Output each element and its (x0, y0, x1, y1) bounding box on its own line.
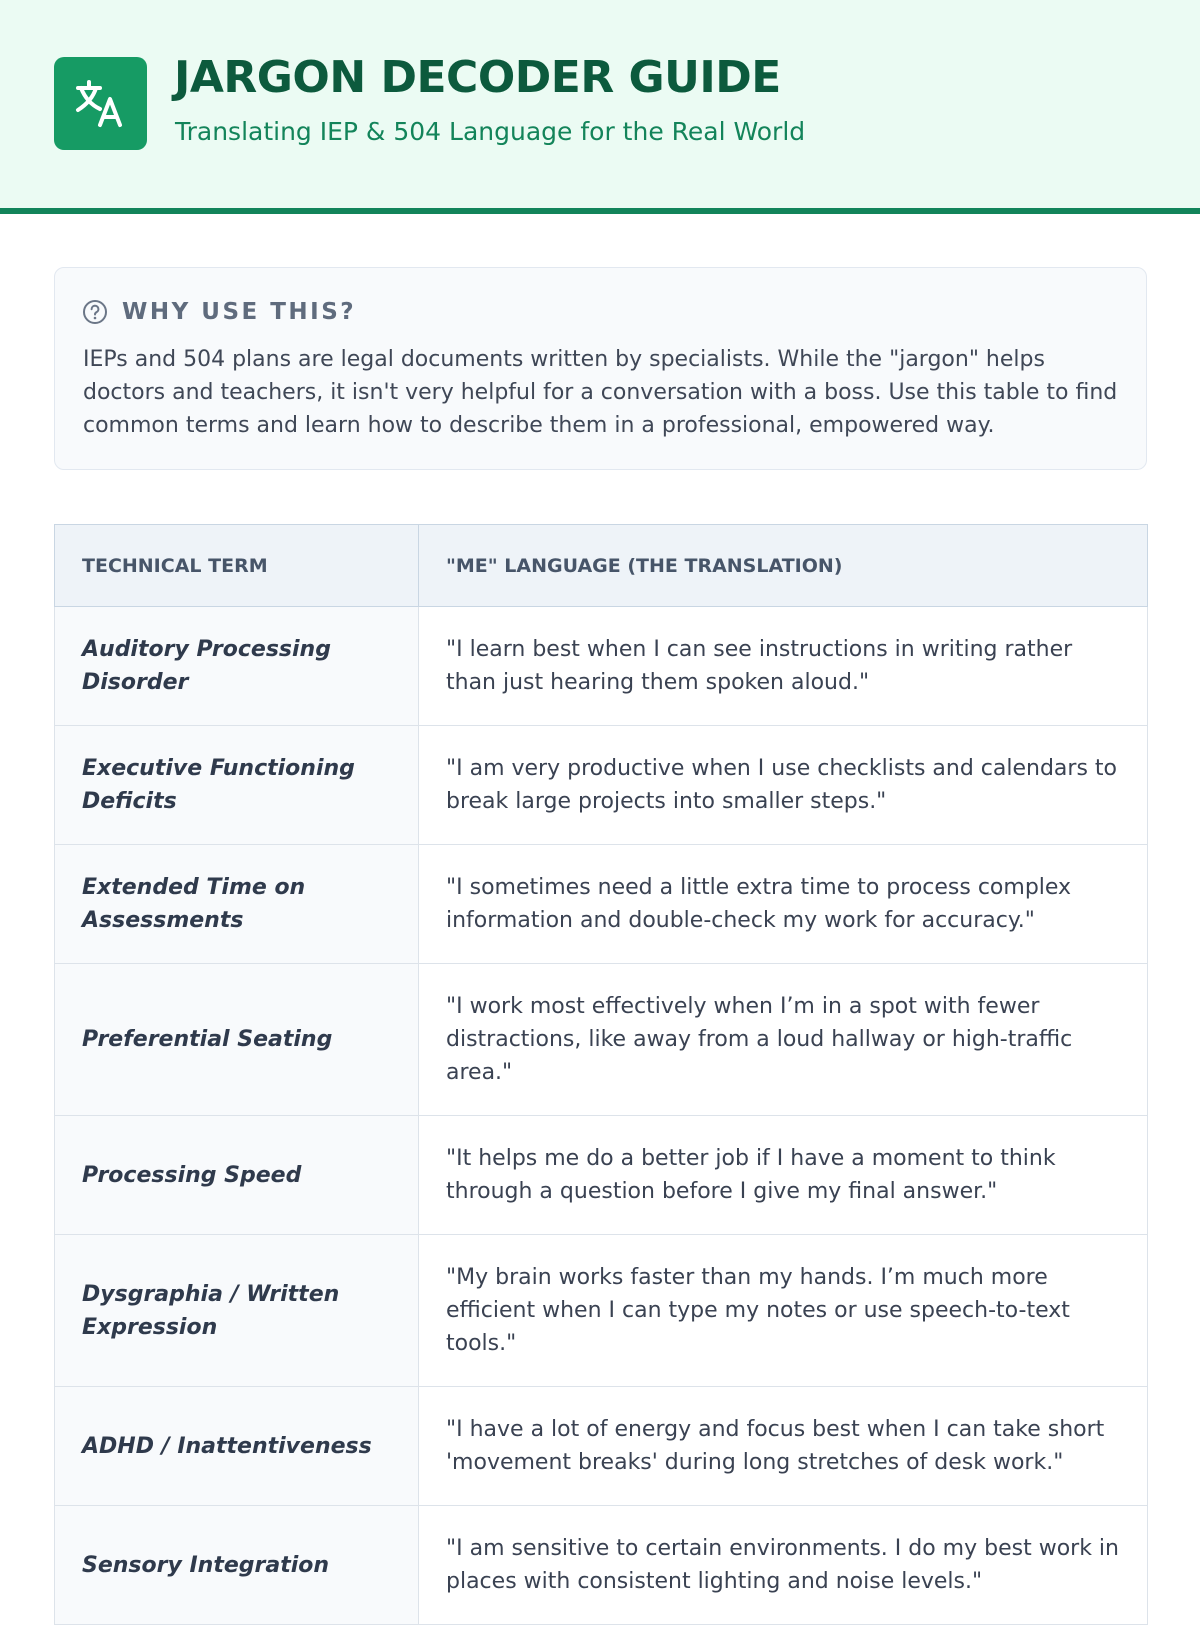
me-language-translation: "I am very productive when I use checklists and calendars to break large projects into smaller steps." (419, 726, 1148, 845)
technical-term: Auditory Processing Disorder (55, 607, 419, 726)
why-heading-row (82, 298, 356, 326)
me-language-translation: "I sometimes need a little extra time to process complex information and double-check my work for accuracy." (419, 845, 1148, 964)
technical-term: Extended Time on Assessments (55, 845, 419, 964)
me-language-translation: "My brain works faster than my hands. I’m much more efficient when I can type my notes or use speech-to-text tools." (419, 1235, 1148, 1387)
why-heading: WHY USE THIS? (122, 299, 357, 325)
table-row (55, 607, 1148, 726)
technical-term: Sensory Integration (55, 1506, 419, 1625)
me-language-translation: "I learn best when I can see instructions in writing rather than just hearing them spoken aloud." (419, 607, 1148, 726)
table-row (55, 1506, 1148, 1625)
jargon-table (54, 524, 1148, 1625)
table-row (55, 964, 1148, 1116)
translate-icon (54, 57, 147, 150)
column-header-translation: "ME" LANGUAGE (THE TRANSLATION) (419, 525, 1148, 607)
table-row (55, 726, 1148, 845)
header (0, 0, 1200, 214)
technical-term: Processing Speed (55, 1116, 419, 1235)
me-language-translation: "It helps me do a better job if I have a moment to think through a question before I give my final answer." (419, 1116, 1148, 1235)
technical-term: ADHD / Inattentiveness (55, 1387, 419, 1506)
technical-term: Preferential Seating (55, 964, 419, 1116)
page-title: JARGON DECODER GUIDE (174, 52, 781, 103)
me-language-translation: "I work most effectively when I’m in a spot with fewer distractions, like away from a loud hallway or high-traffic area." (419, 964, 1148, 1116)
table-row (55, 1387, 1148, 1506)
table-row (55, 1235, 1148, 1387)
me-language-translation: "I am sensitive to certain environments. I do my best work in places with consistent lighting and noise levels." (419, 1506, 1148, 1625)
me-language-translation: "I have a lot of energy and focus best when I can take short 'movement breaks' during long stretches of desk work." (419, 1387, 1148, 1506)
question-circle-icon (82, 299, 108, 325)
column-header-term: TECHNICAL TERM (55, 525, 419, 607)
technical-term: Executive Functioning Deficits (55, 726, 419, 845)
technical-term: Dysgraphia / Written Expression (55, 1235, 419, 1387)
page-subtitle: Translating IEP & 504 Language for the Real World (175, 117, 806, 146)
table-row (55, 1116, 1148, 1235)
why-description: IEPs and 504 plans are legal documents written by specialists. While the "jargon" helps doctors and teachers, it isn't very helpful for a conversation with a boss. Use this table to find common terms and learn how to describe them in a professional, empowered way. (83, 347, 1118, 438)
why-use-this-box (54, 267, 1147, 470)
table-header-row (55, 525, 1148, 607)
table-row (55, 845, 1148, 964)
